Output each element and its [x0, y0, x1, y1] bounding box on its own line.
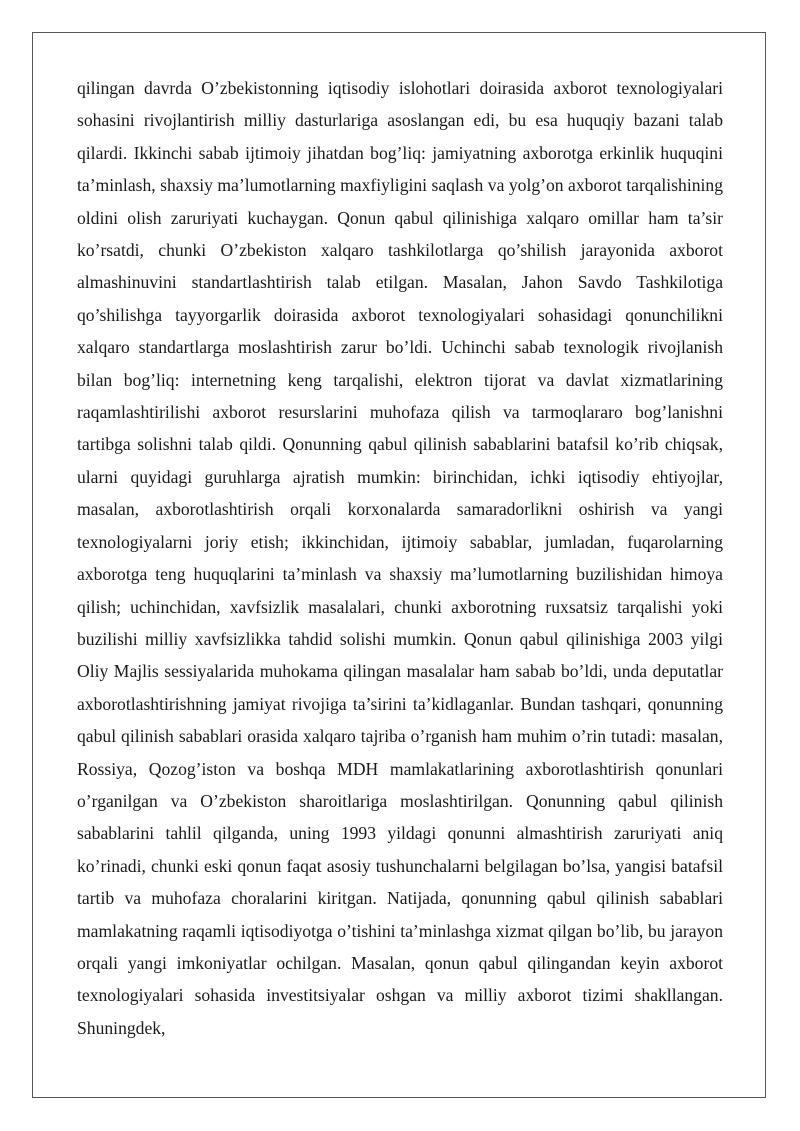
body-paragraph: qilingan davrda O’zbekistonning iqtisodiy islohotlari doirasida axborot texnologiyalari sohasini rivojlantirish milliy dasturlariga asoslangan edi, bu esa huquqiy bazani talab qilardi. Ikkinchi sabab ijtimoiy jihatdan bog’liq: jamiyatning axborotga erkinlik huquqini ta’minlash, shaxsiy ma’lumotlarning maxfiyligini saqlash va yolg’on axborot tarqalishining oldini olish zaruriyati kuchaygan. Qonun qabul qilinishiga xalqaro omillar ham ta’sir ko’rsatdi, chunki O’zbekiston xalqaro tashkilotlarga qo’shilish jarayonida axborot almashinuvini standartlashtirish talab etilgan. Masalan, Jahon Savdo Tashkilotiga qo’shilishga tayyorgarlik doirasida axborot texnologiyalari sohasidagi qonunchilikni xalqaro standartlarga moslashtirish zarur bo’ldi. Uchinchi sabab texnologik rivojlanish bilan bog’liq: internetning keng tarqalishi, elektron tijorat va davlat xizmatlarining raqamlashtirilishi axborot resurslarini muhofaza qilish va tarmoqlararo bog’lanishni tartibga solishni talab qildi. Qonunning qabul qilinish sabablarini batafsil ko’rib chiqsak, ularni quyidagi guruhlarga ajratish mumkin: birinchidan, ichki iqtisodiy ehtiyojlar, masalan, axborotlashtirish orqali korxonalarda samaradorlikni oshirish va yangi texnologiyalarni joriy etish; ikkinchidan, ijtimoiy sabablar, jumladan, fuqarolarning axborotga teng huquqlarini ta’minlash va shaxsiy ma’lumotlarning buzilishidan himoya qilish; uchinchidan, xavfsizlik masalalari, chunki axborotning ruxsatsiz tarqalishi yoki buzilishi milliy xavfsizlikka tahdid solishi mumkin. Qonun qabul qilinishiga 2003 yilgi Oliy Majlis sessiyalarida muhokama qilingan masalalar ham sabab bo’ldi, unda deputatlar axborotlashtirishning jamiyat rivojiga ta’sirini ta’kidlaganlar. Bundan tashqari, qonunning qabul qilinish sabablari orasida xalqaro tajriba o’rganish ham muhim o’rin tutadi: masalan, Rossiya, Qozog’iston va boshqa MDH mamlakatlarining axborotlashtirish qonunlari o’rganilgan va O’zbekiston sharoitlariga moslashtirilgan. Qonunning qabul qilinish sabablarini tahlil qilganda, uning 1993 yildagi qonunni almashtirish zaruriyati aniq ko’rinadi, chunki eski qonun faqat asosiy tushunchalarni belgilagan bo’lsa, yangisi batafsil tartib va muhofaza choralarini kiritgan. Natijada, qonunning qabul qilinish sabablari mamlakatning raqamli iqtisodiyotga o’tishini ta’minlashga xizmat qilgan bo’lib, bu jarayon orqali yangi imkoniyatlar ochilgan. Masalan, qonun qabul qilingandan keyin axborot texnologiyalari sohasida investitsiyalar oshgan va milliy axborot tizimi shakllangan. Shuningdek, [77, 78, 723, 1038]
document-body [77, 72, 723, 1044]
